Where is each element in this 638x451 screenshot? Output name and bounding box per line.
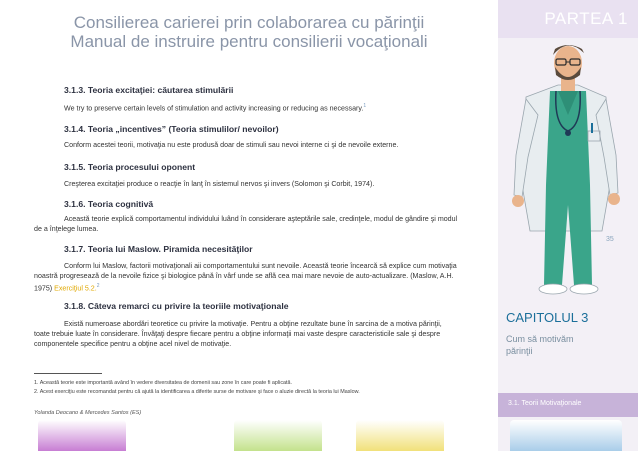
- section-3-1-4-title: 3.1.4. Teoria „incentives” (Teoria stimulilor/ nevoilor): [64, 124, 279, 134]
- doctor-illustration: [498, 35, 638, 305]
- section-3-1-8-text-line-1: Există numeroase abordări teoretice cu privire la motivaţie. Pentru a obţine rezultate bune în sarcina de a motiva părinţii,: [64, 320, 442, 328]
- page-header: [0, 13, 498, 51]
- tab-purple: [38, 420, 126, 451]
- section-3-1-7-text-line-1: Conform lui Maslow, factorii motivaţionali aii comportamentului sunt nevoile. Această teorie încearcă să explice cum motivaţia: [64, 262, 457, 270]
- footnote-ref-1[interactable]: 1: [363, 103, 367, 109]
- part-label: PARTEA 1: [544, 9, 628, 28]
- tab-blue: [510, 420, 622, 451]
- exercise-link[interactable]: Exerciţiul 5.2.: [54, 284, 97, 293]
- tab-green: [234, 420, 322, 451]
- section-tag-label: 3.1. Teorii Motivaţionale: [508, 400, 582, 407]
- section-3-1-8-text-line-2: toate trebuie luate în considerare. Învăţaţi despre fiecare pentru a obţine informaţii mai vaste despre caracteristicile sale şi despre: [34, 330, 441, 338]
- chapter-subtitle-line-1: Cum să motivăm: [506, 334, 574, 344]
- page-number: 35: [606, 236, 614, 243]
- header-line-1: Consilierea carierei prin colaborarea cu părinţii: [73, 13, 425, 32]
- section-3-1-3-title: 3.1.3. Teoria excitaţiei: căutarea stimulării: [64, 85, 234, 95]
- chapter-subtitle-line-2: părinţii: [506, 346, 533, 356]
- part-banner: [498, 0, 638, 38]
- footnote-divider: [34, 373, 102, 374]
- section-tag: [498, 393, 638, 417]
- tab-yellow: [356, 420, 444, 451]
- section-3-1-6-title: 3.1.6. Teoria cognitivă: [64, 199, 154, 209]
- section-3-1-7-text-line-2: noastră progresează de la nevoile fizice şi biologice până în vârf unde se află cea mai mare nevoie de auto-actualizare. (Maslow, A.H.: [34, 272, 454, 280]
- section-3-1-5-title: 3.1.5. Teoria procesului oponent: [64, 162, 196, 172]
- author-credit: Yolanda Deocano & Mercedes Santos (ES): [34, 410, 142, 416]
- section-3-1-8-text-line-3: componentele specifice pentru a obţine acel nivel de motivaţie.: [34, 340, 232, 348]
- section-3-1-4-text: Conform acestei teorii, motivaţia nu este produsă doar de stimuli sau nevoi interne ci şi de nevoile externe.: [64, 141, 399, 149]
- footnote-1: 1. Această teorie este importantă având în vedere diversitatea de domenii sau zone în care poate fi aplicată.: [34, 380, 293, 386]
- header-line-2: Manual de instruire pentru consilierii vocaţionali: [70, 32, 428, 51]
- section-3-1-7-title: 3.1.7. Teoria lui Maslow. Piramida necesităţilor: [64, 244, 253, 254]
- section-3-1-6-text-line-1: Această teorie explică comportamentul individului luând în considerare aşteptările sale, credinţele, modul de gândire şi modul: [64, 215, 458, 223]
- section-3-1-5-text: Creşterea excitaţiei produce o reacţie în lanţ în sistemul nervos şi invers (Solomon şi Corbit, 1974).: [64, 180, 375, 188]
- section-3-1-3-text: We try to preserve certain levels of stimulation and activity increasing or reducing as necessary.$^1$: [64, 103, 367, 113]
- section-3-1-8-title: 3.1.8. Câteva remarci cu privire la teoriile motivaţionale: [64, 301, 289, 311]
- chapter-title: CAPITOLUL 3: [506, 310, 589, 325]
- footnote-ref-2[interactable]: 2: [96, 283, 100, 289]
- section-3-1-6-text-line-2: de a înţelege lumea.: [34, 225, 99, 233]
- section-3-1-7-text-line-3: 1975) Exerciţiul 5.2.$^2$: [34, 283, 100, 293]
- chapter-subtitle: [506, 333, 631, 357]
- footnote-2: 2. Acest exerciţiu este recomandat pentru că ajută la identificarea a diferite surse de motivare şi face o aluzie directă la teoria lui Maslow.: [34, 389, 360, 395]
